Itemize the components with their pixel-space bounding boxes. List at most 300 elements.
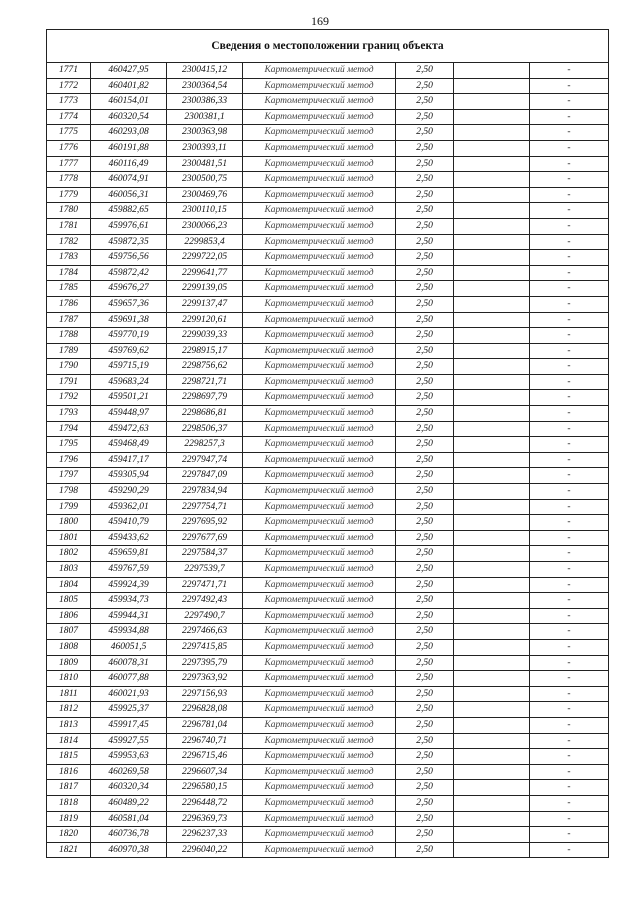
- description-cell: -: [530, 437, 609, 453]
- method-cell: Картометрический метод: [243, 265, 396, 281]
- point-number-cell: 1801: [47, 530, 91, 546]
- description-cell: -: [530, 296, 609, 312]
- method-cell: Картометрический метод: [243, 406, 396, 422]
- x-coordinate-cell: 460581,04: [91, 811, 167, 827]
- x-coordinate-cell: 459305,94: [91, 468, 167, 484]
- accuracy-cell: 2,50: [396, 281, 454, 297]
- accuracy-cell: 2,50: [396, 452, 454, 468]
- extra-cell: [454, 156, 530, 172]
- extra-cell: [454, 671, 530, 687]
- extra-cell: [454, 125, 530, 141]
- method-cell: Картометрический метод: [243, 764, 396, 780]
- x-coordinate-cell: 459683,24: [91, 374, 167, 390]
- y-coordinate-cell: 2297754,71: [167, 499, 243, 515]
- table-row: [47, 234, 609, 250]
- point-number-cell: 1784: [47, 265, 91, 281]
- table-row: [47, 468, 609, 484]
- point-number-cell: 1799: [47, 499, 91, 515]
- y-coordinate-cell: 2297471,71: [167, 577, 243, 593]
- accuracy-cell: 2,50: [396, 187, 454, 203]
- description-cell: -: [530, 234, 609, 250]
- table-row: [47, 250, 609, 266]
- method-cell: Картометрический метод: [243, 343, 396, 359]
- table-row: [47, 671, 609, 687]
- point-number-cell: 1780: [47, 203, 91, 219]
- point-number-cell: 1781: [47, 218, 91, 234]
- accuracy-cell: 2,50: [396, 795, 454, 811]
- x-coordinate-cell: 460269,58: [91, 764, 167, 780]
- x-coordinate-cell: 460078,31: [91, 655, 167, 671]
- method-cell: Картометрический метод: [243, 234, 396, 250]
- table-row: [47, 452, 609, 468]
- accuracy-cell: 2,50: [396, 827, 454, 843]
- point-number-cell: 1813: [47, 717, 91, 733]
- method-cell: Картометрический метод: [243, 484, 396, 500]
- x-coordinate-cell: 460401,82: [91, 78, 167, 94]
- description-cell: -: [530, 94, 609, 110]
- x-coordinate-cell: 459362,01: [91, 499, 167, 515]
- accuracy-cell: 2,50: [396, 655, 454, 671]
- x-coordinate-cell: 459691,38: [91, 312, 167, 328]
- y-coordinate-cell: 2298721,71: [167, 374, 243, 390]
- x-coordinate-cell: 459944,31: [91, 608, 167, 624]
- point-number-cell: 1805: [47, 593, 91, 609]
- accuracy-cell: 2,50: [396, 94, 454, 110]
- point-number-cell: 1787: [47, 312, 91, 328]
- description-cell: -: [530, 702, 609, 718]
- table-row: [47, 484, 609, 500]
- method-cell: Картометрический метод: [243, 577, 396, 593]
- x-coordinate-cell: 459290,29: [91, 484, 167, 500]
- x-coordinate-cell: 459715,19: [91, 359, 167, 375]
- table-row: [47, 140, 609, 156]
- description-cell: -: [530, 343, 609, 359]
- y-coordinate-cell: 2299641,77: [167, 265, 243, 281]
- x-coordinate-cell: 460074,91: [91, 172, 167, 188]
- method-cell: Картометрический метод: [243, 94, 396, 110]
- method-cell: Картометрический метод: [243, 639, 396, 655]
- extra-cell: [454, 639, 530, 655]
- y-coordinate-cell: 2297415,85: [167, 639, 243, 655]
- point-number-cell: 1794: [47, 421, 91, 437]
- y-coordinate-cell: 2296740,71: [167, 733, 243, 749]
- y-coordinate-cell: 2296781,04: [167, 717, 243, 733]
- boundary-coordinates-table: [46, 29, 609, 858]
- table-row: [47, 546, 609, 562]
- accuracy-cell: 2,50: [396, 811, 454, 827]
- method-cell: Картометрический метод: [243, 78, 396, 94]
- table-row: [47, 795, 609, 811]
- x-coordinate-cell: 459472,63: [91, 421, 167, 437]
- extra-cell: [454, 795, 530, 811]
- point-number-cell: 1791: [47, 374, 91, 390]
- point-number-cell: 1792: [47, 390, 91, 406]
- y-coordinate-cell: 2296237,33: [167, 827, 243, 843]
- table-row: [47, 78, 609, 94]
- extra-cell: [454, 655, 530, 671]
- point-number-cell: 1782: [47, 234, 91, 250]
- description-cell: -: [530, 842, 609, 858]
- y-coordinate-cell: 2297363,92: [167, 671, 243, 687]
- table-row: [47, 515, 609, 531]
- method-cell: Картометрический метод: [243, 63, 396, 79]
- extra-cell: [454, 187, 530, 203]
- extra-cell: [454, 374, 530, 390]
- method-cell: Картометрический метод: [243, 125, 396, 141]
- extra-cell: [454, 203, 530, 219]
- x-coordinate-cell: 460736,78: [91, 827, 167, 843]
- x-coordinate-cell: 460056,31: [91, 187, 167, 203]
- point-number-cell: 1785: [47, 281, 91, 297]
- table-row: [47, 733, 609, 749]
- description-cell: -: [530, 827, 609, 843]
- method-cell: Картометрический метод: [243, 593, 396, 609]
- method-cell: Картометрический метод: [243, 655, 396, 671]
- method-cell: Картометрический метод: [243, 140, 396, 156]
- description-cell: -: [530, 530, 609, 546]
- y-coordinate-cell: 2297847,09: [167, 468, 243, 484]
- method-cell: Картометрический метод: [243, 842, 396, 858]
- extra-cell: [454, 499, 530, 515]
- y-coordinate-cell: 2297492,43: [167, 593, 243, 609]
- point-number-cell: 1797: [47, 468, 91, 484]
- point-number-cell: 1783: [47, 250, 91, 266]
- extra-cell: [454, 733, 530, 749]
- x-coordinate-cell: 459925,37: [91, 702, 167, 718]
- point-number-cell: 1815: [47, 749, 91, 765]
- accuracy-cell: 2,50: [396, 499, 454, 515]
- y-coordinate-cell: 2300481,51: [167, 156, 243, 172]
- description-cell: -: [530, 281, 609, 297]
- method-cell: Картометрический метод: [243, 671, 396, 687]
- y-coordinate-cell: 2297539,7: [167, 562, 243, 578]
- x-coordinate-cell: 459756,56: [91, 250, 167, 266]
- point-number-cell: 1795: [47, 437, 91, 453]
- method-cell: Картометрический метод: [243, 437, 396, 453]
- extra-cell: [454, 140, 530, 156]
- table-row: [47, 842, 609, 858]
- accuracy-cell: 2,50: [396, 842, 454, 858]
- method-cell: Картометрический метод: [243, 530, 396, 546]
- y-coordinate-cell: 2300393,11: [167, 140, 243, 156]
- point-number-cell: 1802: [47, 546, 91, 562]
- accuracy-cell: 2,50: [396, 406, 454, 422]
- extra-cell: [454, 281, 530, 297]
- y-coordinate-cell: 2298756,62: [167, 359, 243, 375]
- point-number-cell: 1803: [47, 562, 91, 578]
- accuracy-cell: 2,50: [396, 764, 454, 780]
- accuracy-cell: 2,50: [396, 78, 454, 94]
- accuracy-cell: 2,50: [396, 749, 454, 765]
- table-row: [47, 156, 609, 172]
- y-coordinate-cell: 2299039,33: [167, 328, 243, 344]
- point-number-cell: 1790: [47, 359, 91, 375]
- description-cell: -: [530, 250, 609, 266]
- y-coordinate-cell: 2299120,61: [167, 312, 243, 328]
- x-coordinate-cell: 459917,45: [91, 717, 167, 733]
- x-coordinate-cell: 459872,42: [91, 265, 167, 281]
- accuracy-cell: 2,50: [396, 484, 454, 500]
- table-row: [47, 655, 609, 671]
- extra-cell: [454, 608, 530, 624]
- extra-cell: [454, 842, 530, 858]
- x-coordinate-cell: 459767,59: [91, 562, 167, 578]
- description-cell: -: [530, 515, 609, 531]
- point-number-cell: 1779: [47, 187, 91, 203]
- accuracy-cell: 2,50: [396, 218, 454, 234]
- table-row: [47, 218, 609, 234]
- description-cell: -: [530, 468, 609, 484]
- method-cell: Картометрический метод: [243, 452, 396, 468]
- description-cell: -: [530, 671, 609, 687]
- method-cell: Картометрический метод: [243, 156, 396, 172]
- table-row: [47, 608, 609, 624]
- accuracy-cell: 2,50: [396, 374, 454, 390]
- table-row: [47, 639, 609, 655]
- description-cell: -: [530, 733, 609, 749]
- x-coordinate-cell: 460970,38: [91, 842, 167, 858]
- point-number-cell: 1786: [47, 296, 91, 312]
- description-cell: -: [530, 312, 609, 328]
- description-cell: -: [530, 811, 609, 827]
- table-row: [47, 593, 609, 609]
- method-cell: Картометрический метод: [243, 562, 396, 578]
- table-row: [47, 437, 609, 453]
- description-cell: -: [530, 484, 609, 500]
- y-coordinate-cell: 2300386,33: [167, 94, 243, 110]
- point-number-cell: 1772: [47, 78, 91, 94]
- description-cell: -: [530, 655, 609, 671]
- accuracy-cell: 2,50: [396, 530, 454, 546]
- point-number-cell: 1821: [47, 842, 91, 858]
- method-cell: Картометрический метод: [243, 281, 396, 297]
- accuracy-cell: 2,50: [396, 546, 454, 562]
- method-cell: Картометрический метод: [243, 312, 396, 328]
- table-row: [47, 406, 609, 422]
- extra-cell: [454, 624, 530, 640]
- description-cell: -: [530, 499, 609, 515]
- y-coordinate-cell: 2299137,47: [167, 296, 243, 312]
- point-number-cell: 1804: [47, 577, 91, 593]
- y-coordinate-cell: 2297490,7: [167, 608, 243, 624]
- x-coordinate-cell: 460320,54: [91, 109, 167, 125]
- description-cell: -: [530, 749, 609, 765]
- extra-cell: [454, 686, 530, 702]
- table-row: [47, 343, 609, 359]
- method-cell: Картометрический метод: [243, 733, 396, 749]
- accuracy-cell: 2,50: [396, 172, 454, 188]
- method-cell: Картометрический метод: [243, 515, 396, 531]
- description-cell: -: [530, 780, 609, 796]
- point-number-cell: 1776: [47, 140, 91, 156]
- extra-cell: [454, 780, 530, 796]
- extra-cell: [454, 717, 530, 733]
- table-row: [47, 203, 609, 219]
- description-cell: -: [530, 359, 609, 375]
- table-row: [47, 530, 609, 546]
- extra-cell: [454, 109, 530, 125]
- extra-cell: [454, 749, 530, 765]
- extra-cell: [454, 546, 530, 562]
- extra-cell: [454, 484, 530, 500]
- method-cell: Картометрический метод: [243, 421, 396, 437]
- y-coordinate-cell: 2296828,08: [167, 702, 243, 718]
- x-coordinate-cell: 460021,93: [91, 686, 167, 702]
- accuracy-cell: 2,50: [396, 593, 454, 609]
- table-row: [47, 359, 609, 375]
- accuracy-cell: 2,50: [396, 63, 454, 79]
- y-coordinate-cell: 2299139,05: [167, 281, 243, 297]
- table-row: [47, 390, 609, 406]
- x-coordinate-cell: 460051,5: [91, 639, 167, 655]
- method-cell: Картометрический метод: [243, 749, 396, 765]
- x-coordinate-cell: 459924,39: [91, 577, 167, 593]
- x-coordinate-cell: 459872,35: [91, 234, 167, 250]
- extra-cell: [454, 78, 530, 94]
- method-cell: Картометрический метод: [243, 328, 396, 344]
- table-row: [47, 717, 609, 733]
- extra-cell: [454, 63, 530, 79]
- point-number-cell: 1800: [47, 515, 91, 531]
- table-row: [47, 187, 609, 203]
- method-cell: Картометрический метод: [243, 359, 396, 375]
- extra-cell: [454, 764, 530, 780]
- extra-cell: [454, 577, 530, 593]
- extra-cell: [454, 250, 530, 266]
- method-cell: Картометрический метод: [243, 296, 396, 312]
- extra-cell: [454, 94, 530, 110]
- table-row: [47, 764, 609, 780]
- description-cell: -: [530, 639, 609, 655]
- accuracy-cell: 2,50: [396, 312, 454, 328]
- method-cell: Картометрический метод: [243, 624, 396, 640]
- x-coordinate-cell: 459657,36: [91, 296, 167, 312]
- point-number-cell: 1811: [47, 686, 91, 702]
- method-cell: Картометрический метод: [243, 795, 396, 811]
- point-number-cell: 1817: [47, 780, 91, 796]
- point-number-cell: 1796: [47, 452, 91, 468]
- table-body: [47, 63, 609, 858]
- x-coordinate-cell: 459953,63: [91, 749, 167, 765]
- extra-cell: [454, 515, 530, 531]
- point-number-cell: 1778: [47, 172, 91, 188]
- description-cell: -: [530, 390, 609, 406]
- accuracy-cell: 2,50: [396, 702, 454, 718]
- x-coordinate-cell: 459927,55: [91, 733, 167, 749]
- extra-cell: [454, 421, 530, 437]
- table-row: [47, 281, 609, 297]
- x-coordinate-cell: 460293,08: [91, 125, 167, 141]
- x-coordinate-cell: 459976,61: [91, 218, 167, 234]
- point-number-cell: 1810: [47, 671, 91, 687]
- description-cell: -: [530, 328, 609, 344]
- x-coordinate-cell: 459882,65: [91, 203, 167, 219]
- extra-cell: [454, 530, 530, 546]
- table-row: [47, 328, 609, 344]
- description-cell: -: [530, 686, 609, 702]
- point-number-cell: 1814: [47, 733, 91, 749]
- table-row: [47, 421, 609, 437]
- description-cell: -: [530, 795, 609, 811]
- accuracy-cell: 2,50: [396, 296, 454, 312]
- y-coordinate-cell: 2300415,12: [167, 63, 243, 79]
- extra-cell: [454, 343, 530, 359]
- accuracy-cell: 2,50: [396, 577, 454, 593]
- method-cell: Картометрический метод: [243, 187, 396, 203]
- accuracy-cell: 2,50: [396, 250, 454, 266]
- method-cell: Картометрический метод: [243, 686, 396, 702]
- x-coordinate-cell: 460116,49: [91, 156, 167, 172]
- y-coordinate-cell: 2297156,93: [167, 686, 243, 702]
- method-cell: Картометрический метод: [243, 203, 396, 219]
- x-coordinate-cell: 459417,17: [91, 452, 167, 468]
- accuracy-cell: 2,50: [396, 608, 454, 624]
- accuracy-cell: 2,50: [396, 359, 454, 375]
- table-row: [47, 265, 609, 281]
- x-coordinate-cell: 459934,73: [91, 593, 167, 609]
- x-coordinate-cell: 460320,34: [91, 780, 167, 796]
- accuracy-cell: 2,50: [396, 328, 454, 344]
- description-cell: -: [530, 406, 609, 422]
- table-row: [47, 749, 609, 765]
- method-cell: Картометрический метод: [243, 109, 396, 125]
- accuracy-cell: 2,50: [396, 390, 454, 406]
- method-cell: Картометрический метод: [243, 780, 396, 796]
- extra-cell: [454, 234, 530, 250]
- description-cell: -: [530, 125, 609, 141]
- method-cell: Картометрический метод: [243, 218, 396, 234]
- point-number-cell: 1819: [47, 811, 91, 827]
- x-coordinate-cell: 460489,22: [91, 795, 167, 811]
- y-coordinate-cell: 2297466,63: [167, 624, 243, 640]
- y-coordinate-cell: 2300469,76: [167, 187, 243, 203]
- point-number-cell: 1777: [47, 156, 91, 172]
- description-cell: -: [530, 156, 609, 172]
- accuracy-cell: 2,50: [396, 686, 454, 702]
- accuracy-cell: 2,50: [396, 639, 454, 655]
- y-coordinate-cell: 2298257,3: [167, 437, 243, 453]
- accuracy-cell: 2,50: [396, 624, 454, 640]
- table-row: [47, 63, 609, 79]
- y-coordinate-cell: 2300066,23: [167, 218, 243, 234]
- table-row: [47, 702, 609, 718]
- point-number-cell: 1808: [47, 639, 91, 655]
- method-cell: Картометрический метод: [243, 608, 396, 624]
- accuracy-cell: 2,50: [396, 343, 454, 359]
- table-title: Сведения о местоположении границ объекта: [47, 30, 609, 63]
- description-cell: -: [530, 109, 609, 125]
- method-cell: Картометрический метод: [243, 172, 396, 188]
- y-coordinate-cell: 2300381,1: [167, 109, 243, 125]
- method-cell: Картометрический метод: [243, 374, 396, 390]
- x-coordinate-cell: 460191,88: [91, 140, 167, 156]
- y-coordinate-cell: 2297695,92: [167, 515, 243, 531]
- method-cell: Картометрический метод: [243, 390, 396, 406]
- y-coordinate-cell: 2298686,81: [167, 406, 243, 422]
- point-number-cell: 1773: [47, 94, 91, 110]
- accuracy-cell: 2,50: [396, 562, 454, 578]
- extra-cell: [454, 811, 530, 827]
- table-row: [47, 577, 609, 593]
- method-cell: Картометрический метод: [243, 702, 396, 718]
- accuracy-cell: 2,50: [396, 140, 454, 156]
- description-cell: -: [530, 140, 609, 156]
- description-cell: -: [530, 452, 609, 468]
- method-cell: Картометрический метод: [243, 717, 396, 733]
- point-number-cell: 1816: [47, 764, 91, 780]
- accuracy-cell: 2,50: [396, 515, 454, 531]
- x-coordinate-cell: 459659,81: [91, 546, 167, 562]
